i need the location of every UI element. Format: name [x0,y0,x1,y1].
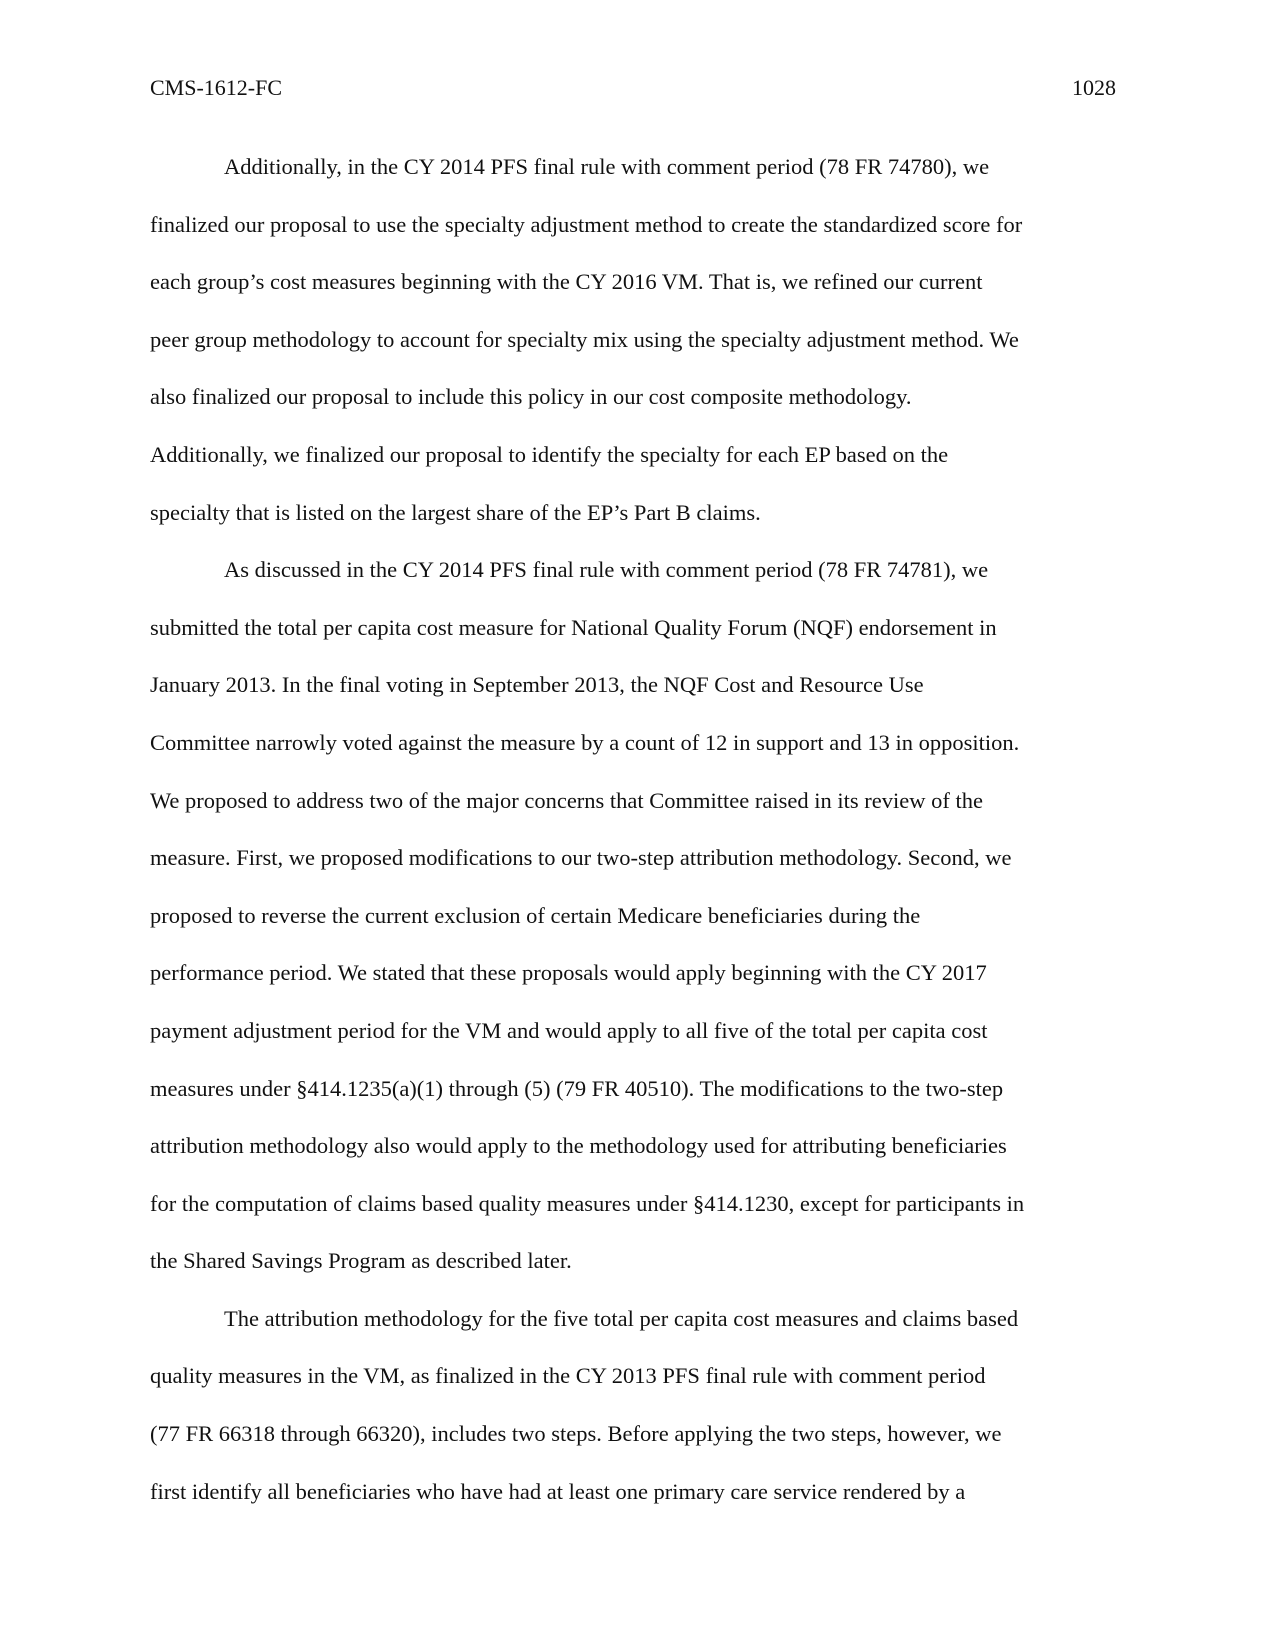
text-line: We proposed to address two of the major concerns that Committee raised in its review of the [150,787,983,813]
text-line: finalized our proposal to use the specialty adjustment method to create the standardized score for [150,211,1023,237]
document-id: CMS-1612-FC [150,75,283,100]
text-line: submitted the total per capita cost measure for National Quality Forum (NQF) endorsement in [150,614,997,640]
text-line: January 2013. In the final voting in September 2013, the NQF Cost and Resource Use [150,672,924,698]
text-line: proposed to reverse the current exclusion of certain Medicare beneficiaries during the [150,902,921,928]
text-line: first identify all beneficiaries who have had at least one primary care service rendered by a [150,1478,966,1504]
text-line: peer group methodology to account for specialty mix using the specialty adjustment method. We [150,326,1019,352]
text-line: Additionally, in the CY 2014 PFS final rule with comment period (78 FR 74780), we [224,154,990,179]
page-number: 1028 [1072,75,1116,100]
text-line: also finalized our proposal to include this policy in our cost composite methodology. [150,384,912,410]
text-line: specialty that is listed on the largest share of the EP’s Part B claims. [150,499,761,525]
text-line: quality measures in the VM, as finalized in the CY 2013 PFS final rule with comment period [150,1363,986,1389]
text-line: the Shared Savings Program as described later. [150,1248,572,1274]
text-line: (77 FR 66318 through 66320), includes two steps. Before applying the two steps, however, we [150,1421,1002,1447]
text-line: The attribution methodology for the five total per capita cost measures and claims based [224,1305,1019,1331]
body-text [150,138,1116,1520]
text-line: payment adjustment period for the VM and would apply to all five of the total per capita cost [150,1017,988,1043]
text-line: attribution methodology also would apply to the methodology used for attributing beneficiaries [150,1133,1007,1159]
text-line: measure. First, we proposed modifications to our two-step attribution methodology. Second, we [150,845,1012,871]
text-line: Committee narrowly voted against the measure by a count of 12 in support and 13 in opposition. [150,729,1020,755]
text-line: for the computation of claims based quality measures under §414.1230, except for participants in [150,1190,1025,1216]
page-header [150,74,1116,102]
text-line: performance period. We stated that these proposals would apply beginning with the CY 2017 [150,960,987,986]
text-line: Additionally, we finalized our proposal to identify the specialty for each EP based on the [150,441,949,467]
text-line: As discussed in the CY 2014 PFS final rule with comment period (78 FR 74781), we [224,557,989,583]
text-line: each group’s cost measures beginning with the CY 2016 VM. That is, we refined our current [150,269,983,295]
text-line: measures under §414.1235(a)(1) through (5) (79 FR 40510). The modifications to the two-step [150,1075,1004,1101]
